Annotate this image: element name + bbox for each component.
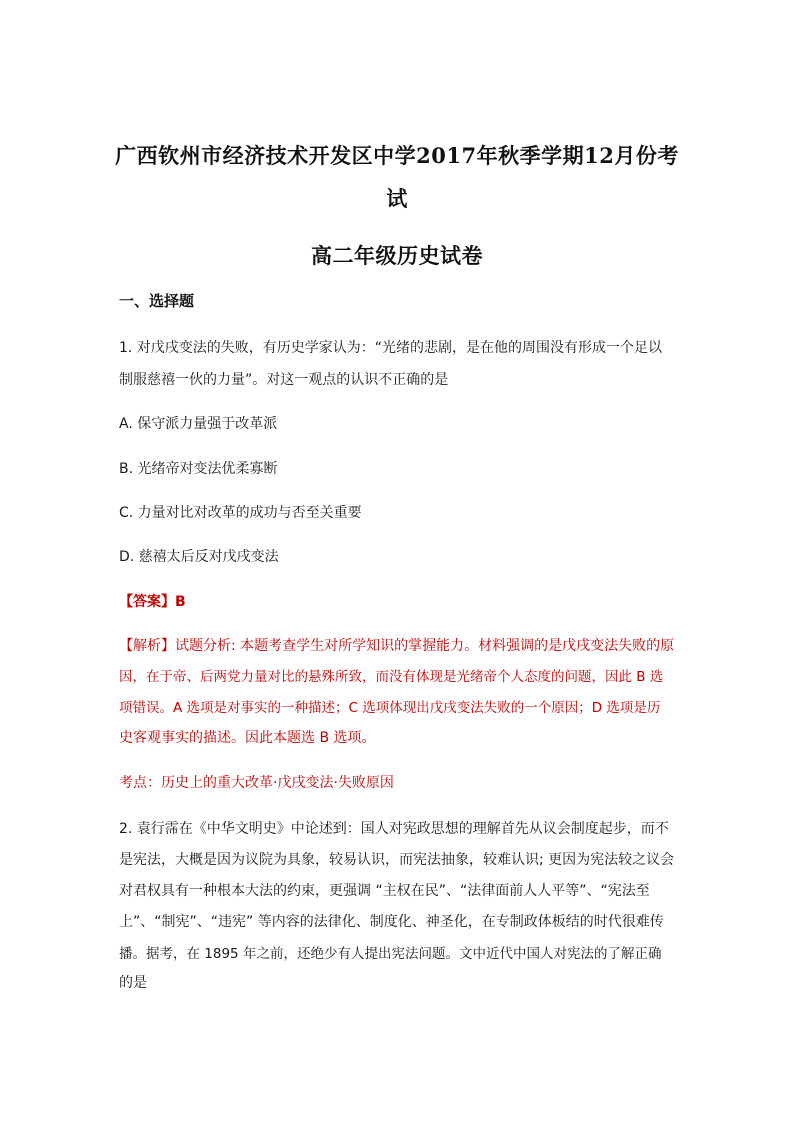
q2-stem-line-5: 播。据考，在 1895 年之前，还绝少有人提出宪法问题。文中近代中国人对宪法的了解正确 [119,946,662,962]
q1-answer: 【答案】B [119,594,186,610]
section-heading: 一、选择题 [119,292,195,310]
q2-stem-line-2: 是宪法，大概是因为议院为具象，较易认识，而宪法抽象，较难认识; 更因为宪法较之议会 [119,852,675,868]
q1-analysis-line-1: 【解析】试题分析: 本题考查学生对所学知识的掌握能力。材料强调的是戊戌变法失败的原 [119,638,675,654]
q1-analysis-line-3: 项错误。A 选项是对事实的一种描述；C 选项体现出戊戌变法失败的一个原因；D 选项是历 [119,700,661,716]
q1-analysis-line-2: 因，在于帝、后两党力量对比的悬殊所致，而没有体现是光绪帝个人态度的问题，因此 B 选 [119,669,664,685]
q1-stem-line-2: 制服慈禧一伙的力量”。对这一观点的认识不正确的是 [119,372,449,388]
q2-stem-line-6: 的是 [119,975,147,991]
q1-option-c: C. 力量对比对改革的成功与否至关重要 [119,505,362,521]
title-line-1: 广西钦州市经济技术开发区中学2017年秋季学期12月份考 [115,143,679,168]
q2-stem-line-1: 2. 袁行霈在《中华文明史》中论述到：国人对宪政思想的理解首先从议会制度起步，而不 [119,821,669,837]
q1-option-d: D. 慈禧太后反对戊戌变法 [119,549,279,565]
subtitle: 高二年级历史试卷 [311,243,483,268]
q2-stem-line-3: 对君权具有一种根本大法的约束，更强调 “主权在民”、“法律面前人人平等”、“宪法至 [119,883,650,899]
q1-stem-line-1: 1. 对戊戌变法的失败，有历史学家认为：“光绪的悲剧，是在他的周围没有形成一个足以 [119,340,663,356]
title-line-2: 试 [386,186,408,211]
q1-analysis-line-4: 史客观事实的描述。因此本题选 B 选项。 [119,730,376,746]
q1-option-a: A. 保守派力量强于改革派 [119,416,278,432]
q1-kaodian: 考点：历史上的重大改革·戊戌变法·失败原因 [119,775,394,791]
q1-option-b: B. 光绪帝对变法优柔寡断 [119,461,278,477]
q2-stem-line-4: 上”、“制宪”、“违宪” 等内容的法律化、制度化、神圣化，在专制政体板结的时代很难传 [119,914,664,930]
